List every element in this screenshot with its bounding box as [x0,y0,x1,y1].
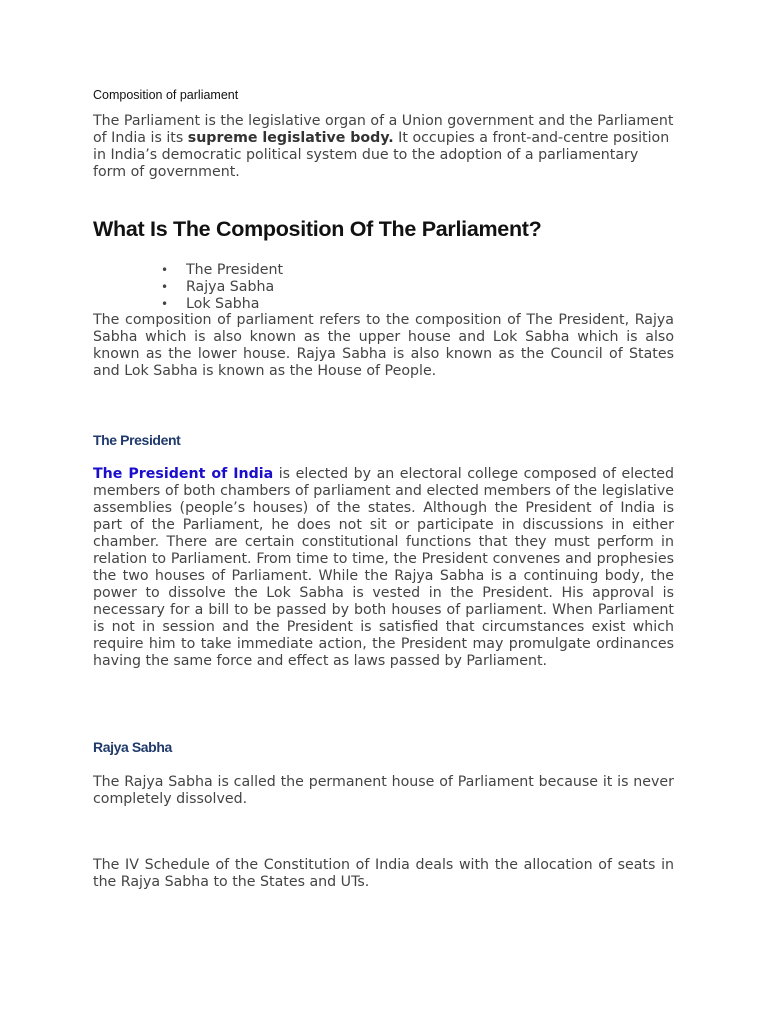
bullet-dot-icon: • [161,297,169,311]
bullet-label: The President [186,262,284,278]
bullet-label: Lok Sabha [186,296,260,312]
bullet-item-lok-sabha [93,296,283,313]
rajya-sabha-paragraph-1: The Rajya Sabha is called the permanent house of Parliament because it is never completely dissolved. [93,774,674,807]
composition-bullet-list [93,262,283,313]
president-body-text: is elected by an electoral college composed of elected members of both chambers of parliament and elected members of the legislative assemblies (people’s houses) of the states. Although the President of India is part of the Parliament, he does not sit or participate in discussions in either chamber. There are certain constitutional functions that they must perform in relation to Parliament. From time to time, the President convenes and prophesies the two houses of Parliament. While the Rajya Sabha is a continuing body, the power to dissolve the Lok Sabha is vested in the President. His approval is necessary for a bill to be passed by both houses of parliament. When Parliament is not in session and the President is satisfied that circumstances exist which require him to take immediate action, the President may promulgate ordinances having the same force and effect as laws passed by Parliament. [93,466,674,669]
president-of-india-link[interactable]: The President of India [93,466,274,482]
intro-paragraph [93,113,674,181]
main-heading: What Is The Composition Of The Parliament? [93,217,542,241]
intro-bold-text: supreme legislative body. [187,130,394,146]
president-paragraph [93,466,674,670]
rajya-sabha-paragraph-2: The IV Schedule of the Constitution of India deals with the allocation of seats in the Rajya Sabha to the States and UTs. [93,857,674,890]
bullet-item-president [93,262,283,279]
rajya-sabha-heading: Rajya Sabha [93,739,172,755]
bullet-dot-icon: • [161,263,169,277]
bullet-dot-icon: • [161,280,169,294]
composition-paragraph: The composition of parliament refers to the composition of The President, Rajya Sabha which is also known as the upper house and Lok Sabha which is also known as the lower house. Rajya Sabha is also known as the Council of States and Lok Sabha is known as the House of People. [93,312,674,379]
bullet-item-rajya-sabha [93,279,283,296]
intro-text-start: The Parliament is the legislative organ of a Union government and the Parliament of India is its [93,113,674,146]
president-heading: The President [93,432,181,448]
intro-text-end: It occupies a front-and-centre position in India’s democratic political system due to the adoption of a parliamentary form of government. [93,130,670,180]
bullet-label: Rajya Sabha [186,279,275,295]
document-label: Composition of parliament [93,88,239,102]
